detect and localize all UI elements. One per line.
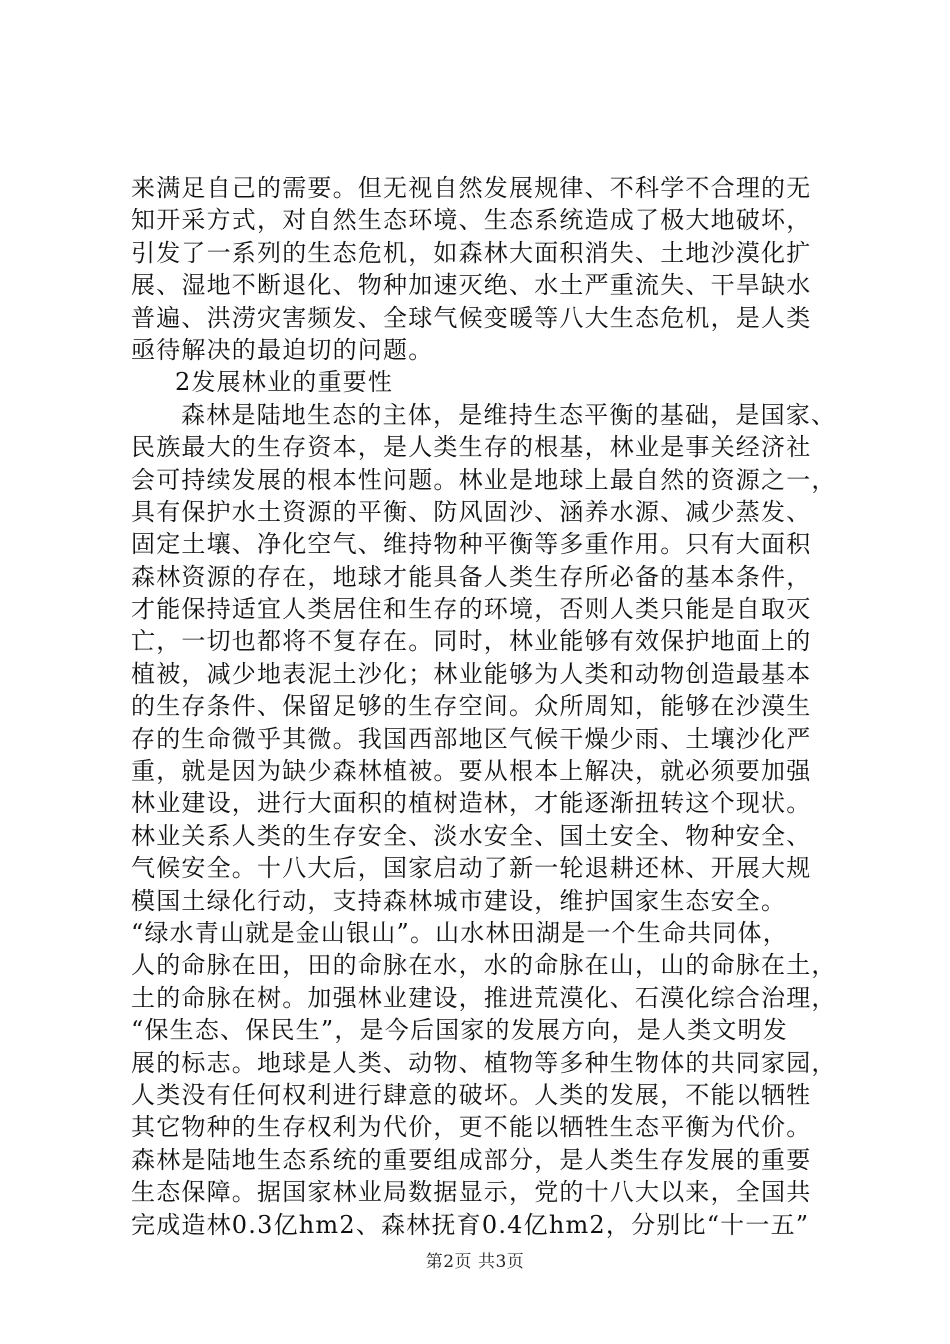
- text-line: 其它物种的生存权利为代价，更不能以牺牲生态平衡为代价。: [131, 1113, 812, 1142]
- text-line: 生态保障。据国家林业局数据显示，党的十八大以来，全国共: [131, 1178, 812, 1207]
- text-line: 展、湿地不断退化、物种加速灭绝、水土严重流失、干旱缺水: [131, 271, 812, 300]
- text-line: 具有保护水土资源的平衡、防风固沙、涵养水源、减少蒸发、: [131, 497, 812, 526]
- text-line: “绿水青山就是金山银山”。山水林田湖是一个生命共同体，: [131, 918, 788, 947]
- section-heading: 2发展林业的重要性: [175, 368, 394, 397]
- text-line: 固定土壤、净化空气、维持物种平衡等多重作用。只有大面积: [131, 530, 812, 559]
- text-line: 亡，一切也都将不复存在。同时，林业能够有效保护地面上的: [131, 627, 812, 656]
- text-line: 气候安全。十八大后，国家启动了新一轮退耕还林、开展大规: [131, 854, 812, 883]
- text-line: 人的命脉在田，田的命脉在水，水的命脉在山，山的命脉在土，: [131, 951, 837, 980]
- text-line: 森林资源的存在，地球才能具备人类生存所必备的基本条件，: [131, 562, 812, 591]
- text-line: 人类没有任何权利进行肆意的破坏。人类的发展，不能以牺牲: [131, 1080, 812, 1109]
- text-line: 模国土绿化行动，支持森林城市建设，维护国家生态安全。: [131, 886, 787, 915]
- text-line: 完成造林0.3亿hm2、森林抚育0.4亿hm2，分别比“十一五”: [131, 1210, 810, 1239]
- text-line: “保生态、保民生”，是今后国家的发展方向，是人类文明发: [131, 1016, 788, 1045]
- text-line: 植被，减少地表泥土沙化；林业能够为人类和动物创造最基本: [131, 659, 812, 688]
- text-line: 展的标志。地球是人类、动物、植物等多种生物体的共同家园，: [131, 1048, 837, 1077]
- text-line: 的生存条件、保留足够的生存空间。众所周知，能够在沙漠生: [131, 692, 812, 721]
- text-line: 普遍、洪涝灾害频发、全球气候变暖等八大生态危机，是人类: [131, 303, 812, 332]
- text-line: 才能保持适宜人类居住和生存的环境，否则人类只能是自取灭: [131, 595, 812, 624]
- text-line: 重，就是因为缺少森林植被。要从根本上解决，就必须要加强: [131, 757, 812, 786]
- text-line: 来满足自己的需要。但无视自然发展规律、不科学不合理的无: [131, 174, 812, 202]
- text-line: 森林是陆地生态系统的重要组成部分，是人类生存发展的重要: [131, 1145, 812, 1174]
- text-line: 民族最大的生存资本，是人类生存的根基，林业是事关经济社: [131, 433, 812, 462]
- page-footer: [0, 1247, 950, 1272]
- page-number-label: 第2页 共3页: [425, 1252, 525, 1272]
- text-line: 森林是陆地生态的主体，是维持生态平衡的基础，是国家、: [181, 400, 837, 429]
- text-line: 存的生命微乎其微。我国西部地区气候干燥少雨、土壤沙化严: [131, 724, 812, 753]
- text-line: 知开采方式，对自然生态环境、生态系统造成了极大地破坏，: [131, 206, 812, 235]
- text-line: 林业关系人类的生存安全、淡水安全、国土安全、物种安全、: [131, 821, 812, 850]
- text-line: 引发了一系列的生态危机，如森林大面积消失、土地沙漠化扩: [131, 238, 812, 267]
- document-body: [131, 172, 851, 1241]
- text-line: 林业建设，进行大面积的植树造林，才能逐渐扭转这个现状。: [131, 789, 812, 818]
- text-line: 亟待解决的最迫切的问题。: [131, 335, 434, 364]
- text-line: 会可持续发展的根本性问题。林业是地球上最自然的资源之一，: [131, 465, 837, 494]
- text-line: 土的命脉在树。加强林业建设，推进荒漠化、石漠化综合治理，: [131, 983, 837, 1012]
